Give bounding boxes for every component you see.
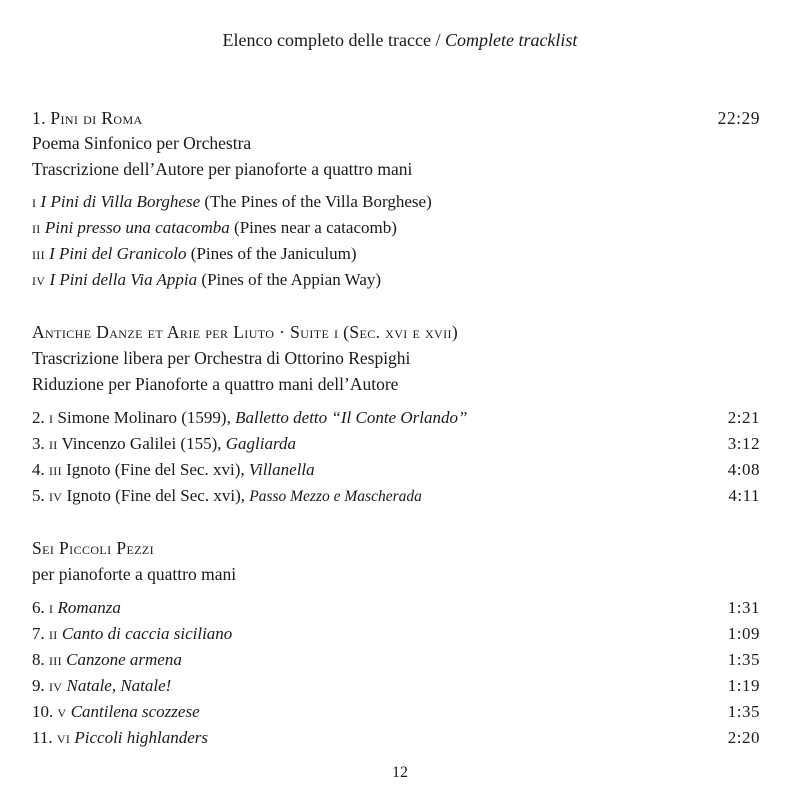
- track-row: [32, 407, 760, 429]
- movement-numeral: v: [57, 702, 67, 721]
- movement-title-italian: I Pini del Granicolo: [49, 244, 187, 263]
- track-composer: Vincenzo Galilei (155),: [61, 434, 222, 453]
- track-title: Passo Mezzo e Mascherada: [249, 488, 422, 505]
- track-number: 9.: [32, 676, 45, 695]
- track-number: 8.: [32, 650, 45, 669]
- movement-numeral: iii: [32, 244, 45, 263]
- section-subtitle: Trascrizione libera per Orchestra di Ottorino Respighi: [32, 348, 411, 368]
- track-title: Balletto detto “Il Conte Orlando”: [235, 408, 468, 427]
- title-separator: /: [435, 30, 441, 50]
- track-duration: 2:20: [727, 728, 760, 747]
- section-title: Pini di Roma: [50, 108, 143, 128]
- track-number: 10.: [32, 702, 54, 721]
- track-composer: Ignoto (Fine del Sec. xvi),: [66, 486, 245, 505]
- movement-numeral: i: [49, 408, 54, 427]
- track-number: 4.: [32, 460, 45, 479]
- track-duration: 1:19: [727, 676, 760, 695]
- movement-numeral: iii: [49, 460, 62, 479]
- track-title: Canzone armena: [66, 650, 182, 669]
- track-number: 7.: [32, 624, 45, 643]
- section-subtitle: Trascrizione dell’Autore per pianoforte a quattro mani: [32, 159, 413, 179]
- track-row: [32, 675, 760, 697]
- track-title: Cantilena scozzese: [70, 702, 200, 721]
- movement-title-italian: I Pini della Via Appia: [49, 270, 198, 289]
- track-title: Natale, Natale!: [66, 676, 172, 695]
- page-number: 12: [392, 764, 408, 781]
- track-row: [32, 597, 760, 619]
- track-duration: 22:29: [717, 108, 760, 128]
- movement-numeral: iv: [49, 676, 63, 695]
- track-row: [32, 623, 760, 645]
- movement-title-english: (Pines of the Appian Way): [201, 270, 382, 289]
- section-subtitle: Riduzione per Pianoforte a quattro mani dell’Autore: [32, 374, 399, 394]
- title-italian: Elenco completo delle tracce: [222, 30, 431, 50]
- title-english: Complete tracklist: [444, 30, 578, 50]
- movement-numeral: iv: [49, 486, 63, 505]
- track-composer: Ignoto (Fine del Sec. xvi),: [66, 460, 245, 479]
- page-title: [0, 28, 800, 52]
- track-number: 3.: [32, 434, 45, 453]
- track-number: 6.: [32, 598, 45, 617]
- track-duration: 1:35: [727, 702, 760, 721]
- movement-numeral: ii: [32, 218, 41, 237]
- movement-item: [32, 191, 760, 213]
- track-title: Romanza: [57, 598, 121, 617]
- track-duration: 4:08: [727, 460, 760, 479]
- track-composer: Simone Molinaro (1599),: [57, 408, 231, 427]
- track-row: [32, 433, 760, 455]
- section-heading-sei-piccoli-pezzi: Sei Piccoli Pezzi: [32, 538, 155, 558]
- track-number: 11.: [32, 728, 53, 747]
- section-heading-antiche-danze: Antiche Danze et Arie per Liuto · Suite i (Sec. xvi e xvii): [32, 322, 459, 342]
- movement-numeral: iii: [49, 650, 62, 669]
- track-number: 1.: [32, 108, 46, 128]
- track-row: [32, 649, 760, 671]
- movement-title-english: (Pines near a catacomb): [234, 218, 397, 237]
- track-row: [32, 485, 760, 508]
- movement-item: [32, 243, 760, 265]
- track-number: 5.: [32, 486, 45, 505]
- movement-title-italian: I Pini di Villa Borghese: [40, 192, 201, 211]
- track-duration: 4:11: [728, 486, 760, 505]
- movement-title-english: (Pines of the Janiculum): [190, 244, 357, 263]
- track-duration: 1:35: [727, 650, 760, 669]
- track-row: [32, 459, 760, 481]
- track-title: Canto di caccia siciliano: [61, 624, 233, 643]
- track-duration: 3:12: [727, 434, 760, 453]
- movement-numeral: i: [49, 598, 54, 617]
- track-number: 2.: [32, 408, 45, 427]
- section-subtitle: per pianoforte a quattro mani: [32, 564, 237, 584]
- movement-numeral: iv: [32, 270, 46, 289]
- movement-title-english: (The Pines of the Villa Borghese): [204, 192, 432, 211]
- track-row: [32, 701, 760, 723]
- movement-item: [32, 217, 760, 239]
- track-duration: 1:31: [727, 598, 760, 617]
- track-duration: 1:09: [727, 624, 760, 643]
- movement-title-italian: Pini presso una catacomba: [44, 218, 230, 237]
- track-title: Villanella: [248, 460, 315, 479]
- movement-numeral: i: [32, 192, 37, 211]
- track-row: [32, 727, 760, 749]
- track-title: Gagliarda: [225, 434, 296, 453]
- movement-item: [32, 269, 760, 291]
- section-heading-pini-di-roma: [32, 107, 760, 129]
- section-subtitle: Poema Sinfonico per Orchestra: [32, 133, 252, 153]
- movement-numeral: ii: [49, 434, 58, 453]
- movement-numeral: ii: [49, 624, 58, 643]
- movement-numeral: vi: [56, 728, 71, 747]
- track-duration: 2:21: [727, 408, 760, 427]
- track-title: Piccoli highlanders: [74, 728, 209, 747]
